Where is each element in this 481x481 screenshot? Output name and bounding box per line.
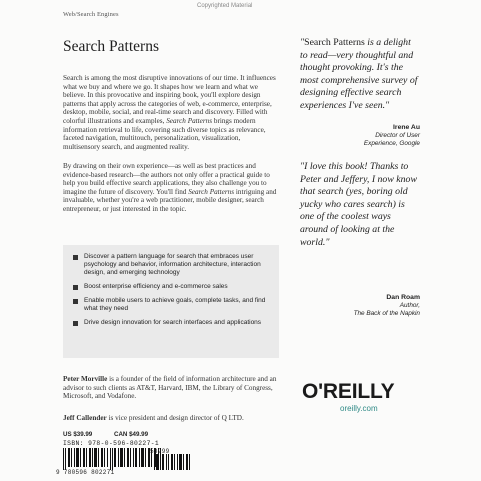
endorsement-quote-2: "I love this book! Thanks to Peter and Jeffery, I now know that search (yes, boring old yucky who cares search) is one of the coolest ways around of looking at the world." (300, 161, 417, 248)
endorser-role: Experience, Google (363, 140, 420, 147)
addon-barcode-number: 53999 (150, 448, 170, 455)
feature-item (73, 283, 272, 291)
can-price: CAN $49.99 (113, 431, 149, 438)
square-bullet-icon (73, 255, 78, 260)
price-line (63, 431, 168, 438)
description-paragraph-2: By drawing on their own experience—as well as best practices and evidence-based research—the authors not only offer a practical guide to help you build effective search applications, they also challenge you to imagine the future of discovery. You'll find Search Patterns intriguing and invaluable, whether you're a web practitioner, mobile designer, search entrepreneur, or just interested in the topic. (63, 162, 277, 213)
book-title: Search Patterns (63, 38, 159, 55)
oreilly-logo: O'REILLY (302, 380, 395, 403)
feature-item (73, 297, 272, 313)
feature-item (73, 319, 272, 327)
us-price: US $39.99 (63, 431, 93, 438)
endorsement-quote-1: "Search Patterns is a delight to read—very thoughtful and thought provoking. It's the most comprehensive survey of designing effective search experiences I've seen." (300, 37, 418, 111)
endorsement-attribution-1 (300, 124, 420, 148)
feature-text: Drive design innovation for search interfaces and applications (84, 319, 262, 326)
endorser-name: Dan Roam (386, 294, 420, 301)
author-bio-2 (63, 414, 279, 423)
author-name: Jeff Callender (63, 414, 107, 422)
endorser-name: Irene Au (393, 124, 420, 131)
feature-text: Boost enterprise efficiency and e-commerce sales (84, 283, 228, 290)
category-label: Web/Search Engines (63, 11, 119, 18)
endorsement-attribution-2 (300, 294, 420, 318)
author-bio-1 (63, 375, 279, 401)
square-bullet-icon (73, 285, 78, 290)
publisher-url[interactable]: oreilly.com (340, 404, 378, 413)
feature-text: Discover a pattern language for search that embraces user psychology and behavior, information architecture, interaction design, and emerging technology (84, 253, 261, 276)
endorser-role: Director of User (375, 132, 420, 139)
feature-text: Enable mobile users to achieve goals, complete tasks, and find what they need (84, 297, 266, 312)
square-bullet-icon (73, 321, 78, 326)
ean-barcode-icon (63, 448, 163, 470)
isbn-label: ISBN: 978-0-596-80227-1 (63, 440, 160, 447)
author-bio-text: is vice president and design director of Q LTD. (106, 414, 244, 422)
barcode-number: 9 780596 802271 (56, 469, 115, 476)
copyright-label: Copyrighted Material (197, 3, 253, 9)
feature-list (63, 245, 279, 358)
endorser-role: The Back of the Napkin (353, 310, 420, 317)
addon-barcode-icon (154, 454, 190, 470)
author-name: Peter Morville (63, 375, 108, 383)
square-bullet-icon (73, 299, 78, 304)
description-paragraph-1: Search is among the most disruptive innovations of our time. It influences what we buy and where we go. It shapes how we learn and what we believe. In this provocative and inspiring book, you'll explore design patterns that apply across the categories of web, e-commerce, enterprise, desktop, mobile, social, and real-time search and discovery. Filled with colorful illustrations and examples, Search Patterns brings modern information retrieval to life, covering such diverse topics as relevance, faceted navigation, multitouch, personalization, visualization, multisensory search, and augmented reality. (63, 74, 276, 151)
author-bio-text: is a founder of the field of information architecture and an advisor to such clients as AT&T, Harvard, IBM, the Library of Congress, Microsoft, and Vodafone. (63, 375, 277, 401)
endorser-role: Author, (399, 302, 420, 309)
feature-item (73, 253, 272, 277)
